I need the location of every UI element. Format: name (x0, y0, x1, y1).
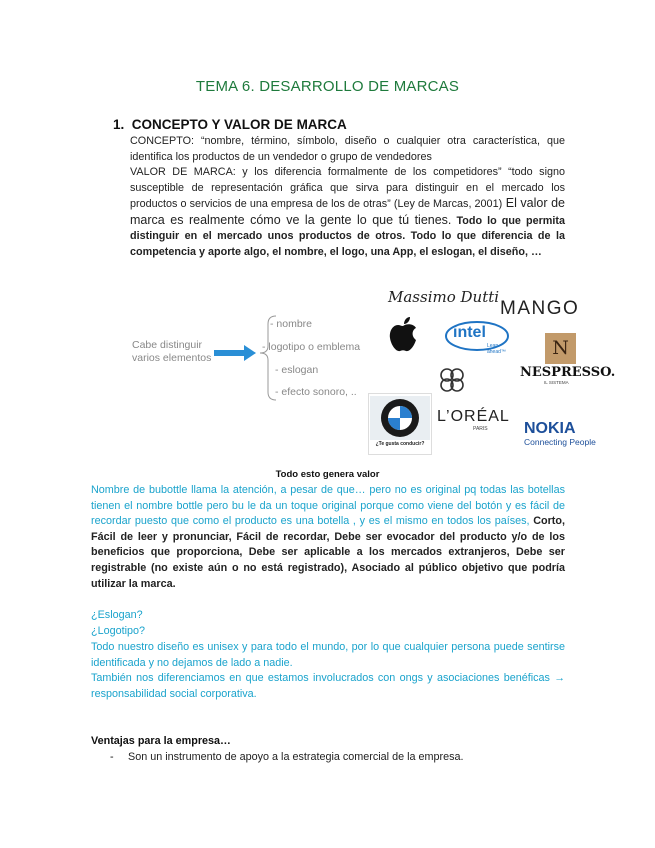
loreal-wordmark: L’ORÉAL (437, 408, 510, 425)
intel-wordmark: intel (453, 324, 486, 341)
section-heading-text: CONCEPTO Y VALOR DE MARCA (131, 117, 347, 132)
page-title: TEMA 6. DESARROLLO DE MARCAS (195, 78, 460, 95)
valor-text-a: VALOR DE MARCA: y los diferencia formalmente de los competidores” “todo signo susceptible de representación gráfica que sirva para distinguir en el mercado los productos o servicios de una empresa de los de otras” (Ley de Marcas, 2001) (130, 166, 565, 211)
bmw-ad (368, 393, 432, 455)
bubottle-bold-text: Corto, Fácil de leer y pronunciar, Fácil de recordar, Debe ser evocador del producto y/o de los beneficios que proporciona, Debe ser aplicable a los mercados extranjeros, Debe ser registrable (no existe aún o no está registrado), Asociado al público objetivo que podría utilizar la marca. (91, 515, 565, 590)
bmw-caption: ¿Te gusta conducir? (375, 441, 425, 447)
chanel-style-emblem-icon (438, 366, 466, 394)
ventajas-bullet-dash: - (110, 751, 114, 763)
intel-tagline: Leap ahead™ (487, 343, 506, 355)
nokia-logo (524, 420, 596, 447)
ventajas-item: Son un instrumento de apoyo a la estrategia comercial de la empresa. (128, 751, 464, 763)
section-heading (113, 117, 347, 132)
intel-logo (443, 318, 515, 354)
question-logotipo: ¿Logotipo? (91, 625, 146, 637)
nespresso-capsule-icon (545, 333, 576, 364)
diagram-item-eslogan: - eslogan (275, 364, 319, 376)
ventajas-heading: Ventajas para la empresa… (91, 735, 231, 747)
section-number: 1. (113, 117, 125, 132)
diagram-intro-line1: Cabe distinguir (132, 339, 203, 351)
apple-icon (387, 316, 419, 354)
diagram-intro-line2: varios elementos (132, 352, 212, 364)
concepto-text: CONCEPTO: “nombre, término, símbolo, diseño o cualquier otra característica, que identifica los productos de un vendedor o grupo de vendedores (130, 135, 565, 163)
nespresso-mark: N (552, 337, 569, 359)
bmw-icon (370, 396, 430, 440)
diagram-caption: Todo esto genera valor (275, 469, 380, 480)
arrow-icon (214, 345, 256, 361)
nespresso-tagline: IL SISTEMA (544, 380, 569, 385)
valor-paragraph (130, 165, 565, 261)
massimo-dutti-logo: Massimo Dutti (388, 288, 500, 306)
loreal-tagline: PARIS (473, 426, 488, 432)
bubottle-cyan-text: Nombre de bubottle llama la atención, a pesar de que… pero no es original pq todas las botellas tienen el nombre bottle pero bu le da un toque original porque como viene del botón y es fácil de recordar puesto que como el producto es una botella , y es el mismo en todos los países, (91, 484, 565, 528)
concepto-paragraph (130, 134, 565, 165)
loreal-logo (437, 408, 510, 432)
question-eslogan: ¿Eslogan? (91, 609, 143, 621)
nespresso-logo (520, 365, 615, 385)
valor-text-c: Todo lo que permita distinguir en el mercado unos productos de otros. Todo lo que diferencia de la competencia y aporte algo, el nombre, el logo, una App, el eslogan, el diseño, … (130, 214, 565, 258)
nokia-wordmark: NOKIA (524, 420, 576, 437)
valor-text-b: El valor de marca es realmente cómo ve la gente lo que tú tienes. (130, 196, 565, 227)
diagram-item-logotipo: - logotipo o emblema (262, 341, 361, 353)
diagram-item-nombre: - nombre (270, 318, 313, 330)
bubottle-paragraph (91, 483, 565, 592)
nokia-tagline: Connecting People (524, 437, 596, 447)
nespresso-wordmark: NESPRESSO. (520, 365, 616, 380)
mango-logo: MANGO (500, 298, 580, 319)
ongs-text: También nos diferenciamos en que estamos involucrados con ongs y asociaciones benéficas → responsabilidad social corporativa. (91, 672, 565, 700)
diagram-item-efecto: - efecto sonoro, .. (275, 386, 357, 398)
diagram-intro (132, 339, 211, 365)
diseno-unisex-text: Todo nuestro diseño es unisex y para todo el mundo, por lo que cualquier persona puede sentirse identificada y no dejamos de lado a nadie. (91, 641, 565, 669)
